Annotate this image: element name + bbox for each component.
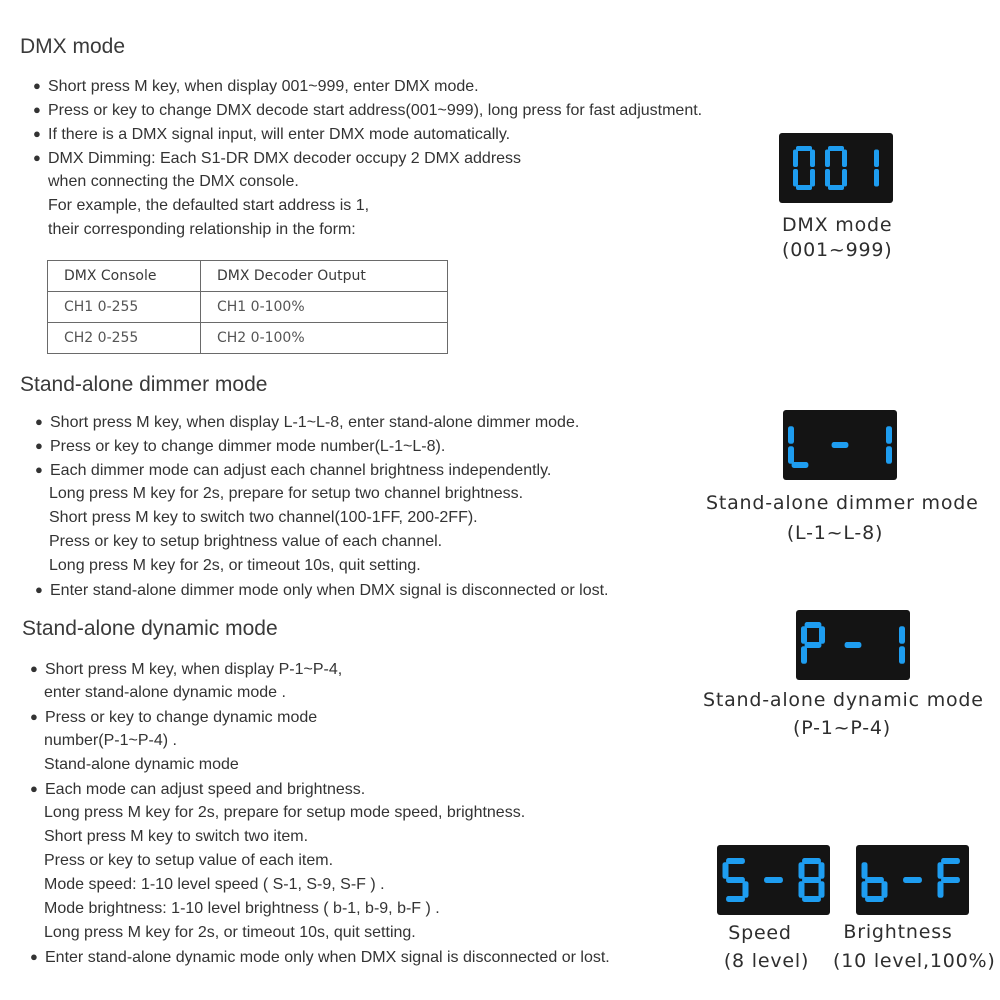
list-item (33, 124, 510, 145)
dynamic-display-caption: Stand-alone dynamic mode (703, 689, 984, 711)
segment-d (792, 462, 809, 468)
segment-a (802, 858, 821, 864)
segment-d (726, 896, 745, 902)
speed-display-s8 (717, 845, 830, 915)
continuation-line: Long press M key for 2s, or timeout 10s, quit setting. (44, 924, 416, 941)
segment-c (810, 169, 815, 187)
bullet: ● (35, 438, 43, 453)
continuation-line: enter stand-alone dynamic mode . (44, 684, 286, 701)
brightness-level: (10 level,100%) (833, 950, 996, 972)
segment-g (805, 642, 822, 648)
bullet: ● (33, 150, 41, 165)
table-header-row (48, 261, 448, 292)
table-row (48, 292, 448, 323)
continuation-line: Long press M key for 2s, prepare for setup two channel brightness. (49, 485, 524, 502)
list-item (30, 707, 317, 728)
line-text: If there is a DMX signal input, will enter DMX mode automatically. (48, 126, 511, 143)
segment-g (832, 442, 849, 448)
seven-segment-svg (783, 410, 897, 480)
segment-d (828, 185, 844, 190)
segment-c (882, 881, 888, 898)
segment-c (819, 881, 825, 898)
segment-g (845, 642, 862, 648)
seven-segment-svg (717, 845, 830, 915)
bullet: ● (33, 102, 41, 117)
continuation-line: their corresponding relationship in the form: (48, 221, 356, 238)
list-item (35, 436, 445, 457)
segment-c (874, 169, 879, 187)
continuation-line: Press or key to setup brightness value of each channel. (49, 533, 443, 550)
table-header-cell: DMX Decoder Output (201, 261, 448, 292)
line-text: Short press M key, when display L-1~L-8, enter stand-alone dimmer mode. (50, 414, 580, 431)
bullet: ● (35, 462, 43, 477)
segment-b (810, 150, 815, 168)
dmx-display-001 (779, 133, 893, 203)
dynamic-display-p1 (796, 610, 910, 680)
speed-level: (8 level) (723, 950, 810, 972)
continuation-line: Mode speed: 1-10 level speed ( S-1, S-9, S-F ) . (44, 876, 385, 893)
continuation-line: Press or key to setup value of each item. (44, 852, 334, 869)
segment-e (825, 169, 830, 187)
line-text: Press or key to change dynamic mode (45, 709, 318, 726)
segment-c (743, 881, 749, 898)
segment-d (802, 896, 821, 902)
segment-b (874, 150, 879, 168)
continuation-line: Short press M key to switch two item. (44, 828, 309, 845)
segment-e (938, 881, 944, 898)
list-item (30, 659, 342, 680)
line-text: Enter stand-alone dimmer mode only when DMX signal is disconnected or lost. (50, 582, 609, 599)
table-cell: CH1 0-255 (48, 292, 201, 323)
segment-g (903, 877, 922, 883)
bullet: ● (30, 709, 38, 724)
continuation-line: Short press M key to switch two channel(100-1FF, 200-2FF). (49, 509, 478, 526)
segment-f (938, 862, 944, 879)
bullet: ● (35, 582, 43, 597)
dynamic-mode-heading: Stand-alone dynamic mode (22, 617, 278, 640)
dimmer-display-range: (L-1~L-8) (786, 522, 884, 544)
table-header-cell: DMX Console (48, 261, 201, 292)
dmx-mode-heading: DMX mode (20, 35, 126, 58)
line-text: Each mode can adjust speed and brightness. (45, 781, 366, 798)
segment-a (828, 146, 844, 151)
continuation-line: Stand-alone dynamic mode (44, 756, 239, 773)
table-cell: CH1 0-100% (201, 292, 448, 323)
list-item (33, 76, 479, 97)
segment-f (862, 862, 868, 879)
segment-b (899, 626, 905, 644)
segment-a (941, 858, 960, 864)
segment-f (825, 150, 830, 168)
segment-a (726, 858, 745, 864)
list-item (35, 580, 609, 601)
bullet: ● (33, 78, 41, 93)
segment-f (723, 862, 729, 879)
continuation-line: when connecting the DMX console. (48, 173, 299, 190)
table-row (48, 323, 448, 354)
list-item (30, 779, 365, 800)
segment-e (799, 881, 805, 898)
speed-caption: Speed (728, 922, 792, 944)
segment-b (886, 426, 892, 444)
segment-e (862, 881, 868, 898)
line-text: Short press M key, when display P-1~P-4, (45, 661, 343, 678)
segment-g (802, 877, 821, 883)
list-item (35, 412, 579, 433)
segment-c (899, 646, 905, 664)
line-text: Short press M key, when display 001~999, enter DMX mode. (48, 78, 479, 95)
segment-g (764, 877, 783, 883)
segment-f (801, 626, 807, 644)
segment-d (865, 896, 884, 902)
bullet: ● (33, 126, 41, 141)
bullet: ● (35, 414, 43, 429)
list-item (35, 460, 551, 481)
segment-g (726, 877, 745, 883)
dimmer-mode-heading: Stand-alone dimmer mode (20, 373, 268, 396)
list-item (30, 947, 610, 968)
list-item (33, 148, 521, 169)
segment-a (805, 622, 822, 628)
continuation-line: Mode brightness: 1-10 level brightness ( b-1, b-9, b-F ) . (44, 900, 440, 917)
table-cell: CH2 0-255 (48, 323, 201, 354)
segment-g (865, 877, 884, 883)
continuation-line: Long press M key for 2s, prepare for setup mode speed, brightness. (44, 804, 526, 821)
line-text: DMX Dimming: Each S1-DR DMX decoder occupy 2 DMX address (48, 150, 522, 167)
line-text: Press or key to change dimmer mode number(L-1~L-8). (50, 438, 446, 455)
segment-e (801, 646, 807, 664)
dynamic-display-range: (P-1~P-4) (793, 717, 891, 739)
bullet: ● (30, 781, 38, 796)
segment-e (793, 169, 798, 187)
dimmer-display-l1 (783, 410, 897, 480)
continuation-line: For example, the defaulted start address is 1, (48, 197, 370, 214)
segment-c (842, 169, 847, 187)
line-text: Each dimmer mode can adjust each channel brightness independently. (50, 462, 552, 479)
segment-c (886, 446, 892, 464)
dmx-mapping-table (47, 260, 448, 354)
continuation-line: number(P-1~P-4) . (44, 732, 177, 749)
segment-f (788, 426, 794, 444)
bullet: ● (30, 661, 38, 676)
table-cell: CH2 0-100% (201, 323, 448, 354)
segment-a (796, 146, 812, 151)
segment-b (819, 862, 825, 879)
dmx-display-caption: DMX mode (782, 214, 893, 236)
segment-b (819, 626, 825, 644)
seven-segment-svg (779, 133, 893, 203)
dimmer-display-caption: Stand-alone dimmer mode (706, 492, 979, 514)
segment-g (941, 877, 960, 883)
seven-segment-svg (856, 845, 969, 915)
segment-f (799, 862, 805, 879)
segment-f (793, 150, 798, 168)
segment-d (796, 185, 812, 190)
line-text: Enter stand-alone dynamic mode only when DMX signal is disconnected or lost. (45, 949, 610, 966)
line-text: Press or key to change DMX decode start address(001~999), long press for fast adjustment. (48, 102, 703, 119)
dmx-display-range: (001~999) (782, 239, 893, 261)
seven-segment-svg (796, 610, 910, 680)
segment-e (788, 446, 794, 464)
brightness-caption: Brightness (843, 921, 953, 943)
continuation-line: Long press M key for 2s, or timeout 10s, quit setting. (49, 557, 421, 574)
brightness-display-bf (856, 845, 969, 915)
bullet: ● (30, 949, 38, 964)
segment-b (842, 150, 847, 168)
list-item (33, 100, 702, 121)
